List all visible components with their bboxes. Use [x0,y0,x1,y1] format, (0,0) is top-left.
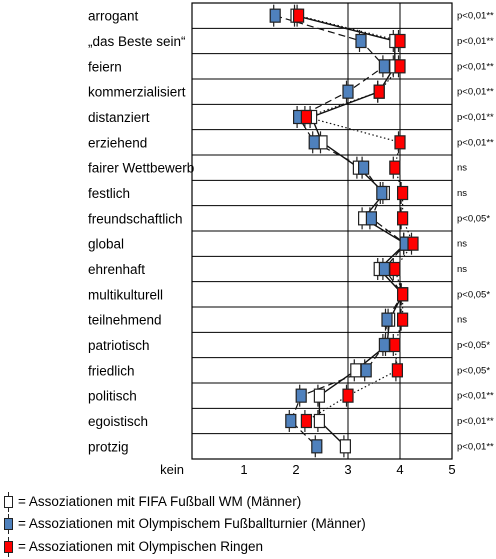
category-label: erziehend [88,135,148,151]
data-point-marker [390,263,400,276]
data-point-marker [395,60,405,73]
significance-label: p<0,01** [457,112,494,123]
data-point-marker [379,339,389,352]
data-point-marker [356,35,366,48]
data-point-marker [359,161,369,174]
significance-label: p<0,05* [457,213,491,225]
data-point-marker [340,440,350,453]
data-point-marker [314,389,324,402]
data-point-marker [374,85,384,98]
legend-swatch-olympic-rings [4,541,13,553]
x-tick-label: kein [160,462,184,477]
data-point-marker [296,389,306,402]
significance-label: p<0,01** [457,416,494,427]
data-point-marker [314,415,324,428]
significance-label: p<0,01** [457,36,494,47]
category-label: ehrenhaft [88,262,146,277]
legend-item-olympic-football [4,515,494,535]
x-tick-label: 2 [292,462,300,477]
data-point-marker [270,9,280,22]
data-point-marker [286,415,296,428]
category-label: kommerzialisiert [88,84,186,100]
data-point-marker [395,136,405,149]
data-point-marker [392,364,402,377]
significance-label: p<0,05* [457,340,491,351]
category-label: fairer Wettbewerb [88,160,195,176]
data-point-marker [343,389,353,402]
significance-label: p<0,01** [457,86,494,98]
data-point-marker [301,111,311,124]
significance-label: p<0,01** [457,441,494,453]
category-label: patriotisch [88,338,150,353]
data-point-marker [408,237,418,250]
category-label: friedlich [88,363,135,379]
significance-label: p<0,01** [457,137,494,149]
legend-item-olympic-rings [4,538,494,558]
significance-label: ns [457,238,468,250]
x-tick-label: 1 [240,462,248,477]
significance-label: ns [457,264,468,275]
data-point-marker [390,339,400,352]
data-point-marker [379,60,389,73]
data-point-marker [361,364,371,377]
x-tick-label: 3 [344,462,352,477]
data-point-marker [398,288,408,301]
significance-label: ns [457,162,468,174]
data-point-marker [398,313,408,326]
significance-label: p<0,05* [457,289,491,301]
data-point-marker [343,85,353,98]
data-point-marker [294,9,304,22]
significance-label: p<0,05* [457,365,491,377]
data-point-marker [366,212,376,225]
legend-item-fifa-wm [4,493,494,513]
category-label: arrogant [88,8,139,24]
legend-swatch-fifa-wm [4,496,13,508]
category-label: teilnehmend [88,312,162,328]
category-label: egoistisch [88,414,149,429]
significance-label: p<0,01** [457,61,494,73]
data-point-marker [398,212,408,225]
category-label: freundschaftlich [88,211,183,227]
data-point-marker [398,187,408,200]
data-point-marker [382,313,392,326]
data-point-marker [351,364,361,377]
data-point-marker [395,35,405,48]
significance-label: p<0,01** [457,10,494,22]
category-label: feiern [88,59,122,75]
category-label: „das Beste sein“ [88,34,186,49]
data-point-marker [379,263,389,276]
category-label: politisch [88,388,137,404]
legend-swatch-olympic-football [4,518,13,530]
significance-label: ns [457,314,468,326]
data-point-marker [390,161,400,174]
category-label: distanziert [88,110,150,125]
category-label: multikulturell [88,287,164,303]
data-point-marker [377,187,387,200]
data-point-marker [301,415,311,428]
data-point-marker [309,136,319,149]
x-tick-label: 4 [396,462,404,477]
category-label: protzig [88,439,129,455]
data-point-marker [312,440,322,453]
legend-label-fifa-wm: = Assoziationen mit FIFA Fußball WM (Männer) [18,494,302,509]
significance-label: p<0,01** [457,390,494,402]
category-label: global [88,236,125,252]
significance-label: ns [457,188,468,199]
x-tick-label: 5 [448,462,456,477]
legend-label-olympic-football: = Assoziationen mit Olympischem Fußballturnier (Männer) [18,516,366,531]
legend-label-olympic-rings: = Assoziationen mit Olympischen Ringen [18,539,263,554]
category-label: festlich [88,186,131,201]
